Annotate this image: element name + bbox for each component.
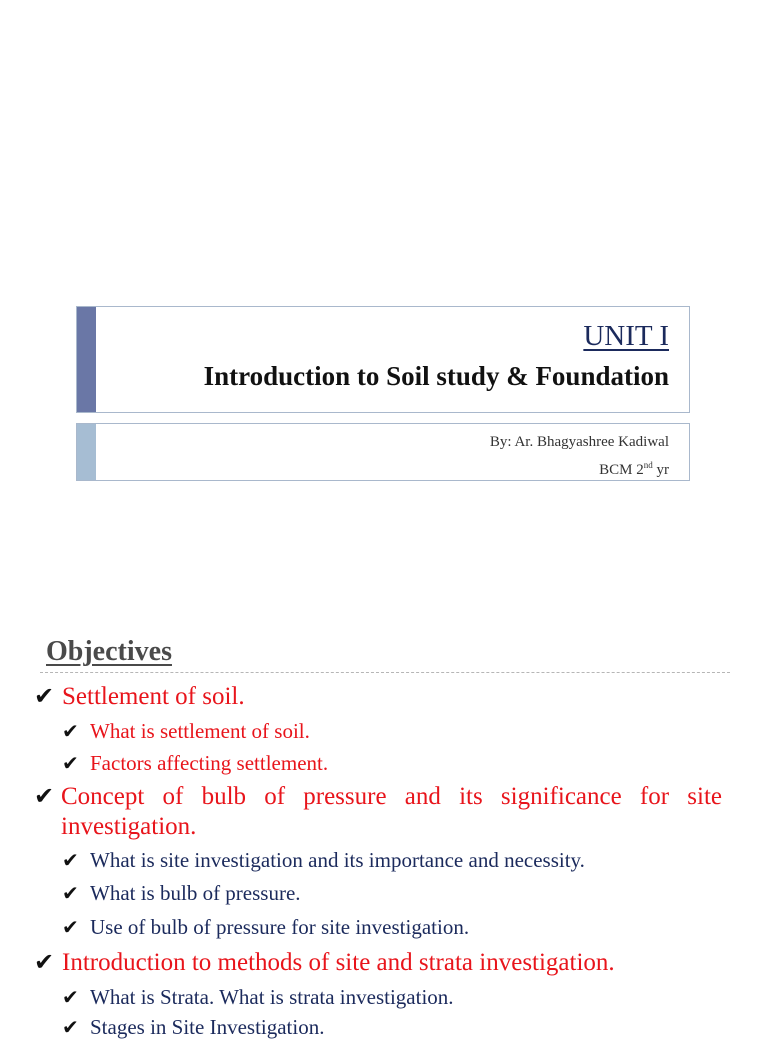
- objectives-slide: [0, 580, 768, 1039]
- main-title: Introduction to Soil study & Foundation: [203, 361, 669, 391]
- checkmark-icon: ✔: [62, 850, 79, 872]
- checkmark-icon: ✔: [34, 950, 55, 976]
- list-item-text: Factors affecting settlement.: [90, 751, 329, 775]
- list-item-text: Stages in Site Investigation.: [90, 1015, 325, 1039]
- checkmark-icon: ✔: [62, 883, 79, 905]
- checkmark-icon: ✔: [62, 987, 79, 1009]
- checkmark-icon: ✔: [62, 1017, 79, 1039]
- checkmark-icon: ✔: [62, 721, 79, 743]
- unit-title: UNIT I: [583, 320, 669, 352]
- list-item-text: What is Strata. What is strata investigation.: [90, 985, 454, 1009]
- title-box: [76, 306, 690, 413]
- list-item-text: What is settlement of soil.: [90, 719, 310, 743]
- list-item: [62, 718, 310, 745]
- course-suffix: yr: [652, 462, 669, 478]
- list-item-text: What is bulb of pressure.: [90, 881, 301, 905]
- course-prefix: BCM 2: [599, 462, 644, 478]
- list-item: [62, 1014, 324, 1041]
- list-item: [62, 984, 454, 1011]
- list-item: [62, 847, 585, 874]
- checkmark-icon: ✔: [34, 684, 55, 710]
- list-item-text: What is site investigation and its importance and necessity.: [90, 848, 585, 872]
- checkmark-icon: ✔: [34, 784, 55, 810]
- list-item: [62, 914, 469, 941]
- course-superscript: nd: [643, 460, 653, 470]
- checkmark-icon: ✔: [62, 753, 79, 775]
- heading-divider: [40, 672, 730, 673]
- list-item: [34, 782, 722, 812]
- list-item: [34, 948, 615, 978]
- list-item-text: Introduction to methods of site and strata investigation.: [62, 949, 615, 976]
- list-item: [62, 880, 301, 907]
- title-accent-bar: [77, 307, 96, 412]
- list-item-text: Use of bulb of pressure for site investigation.: [90, 915, 470, 939]
- course-label: [599, 461, 669, 479]
- list-item: [62, 750, 328, 777]
- author-accent-bar: [77, 424, 96, 480]
- author-name: By: Ar. Bhagyashree Kadiwal: [489, 434, 669, 450]
- list-item: [34, 682, 245, 712]
- author-box: [76, 423, 690, 481]
- list-item-text: Concept of bulb of pressure and its significance for site: [61, 783, 722, 810]
- list-item-continuation: investigation.: [61, 813, 197, 840]
- objectives-heading: Objectives: [46, 636, 172, 667]
- list-item-text: Settlement of soil.: [62, 683, 245, 710]
- checkmark-icon: ✔: [62, 917, 79, 939]
